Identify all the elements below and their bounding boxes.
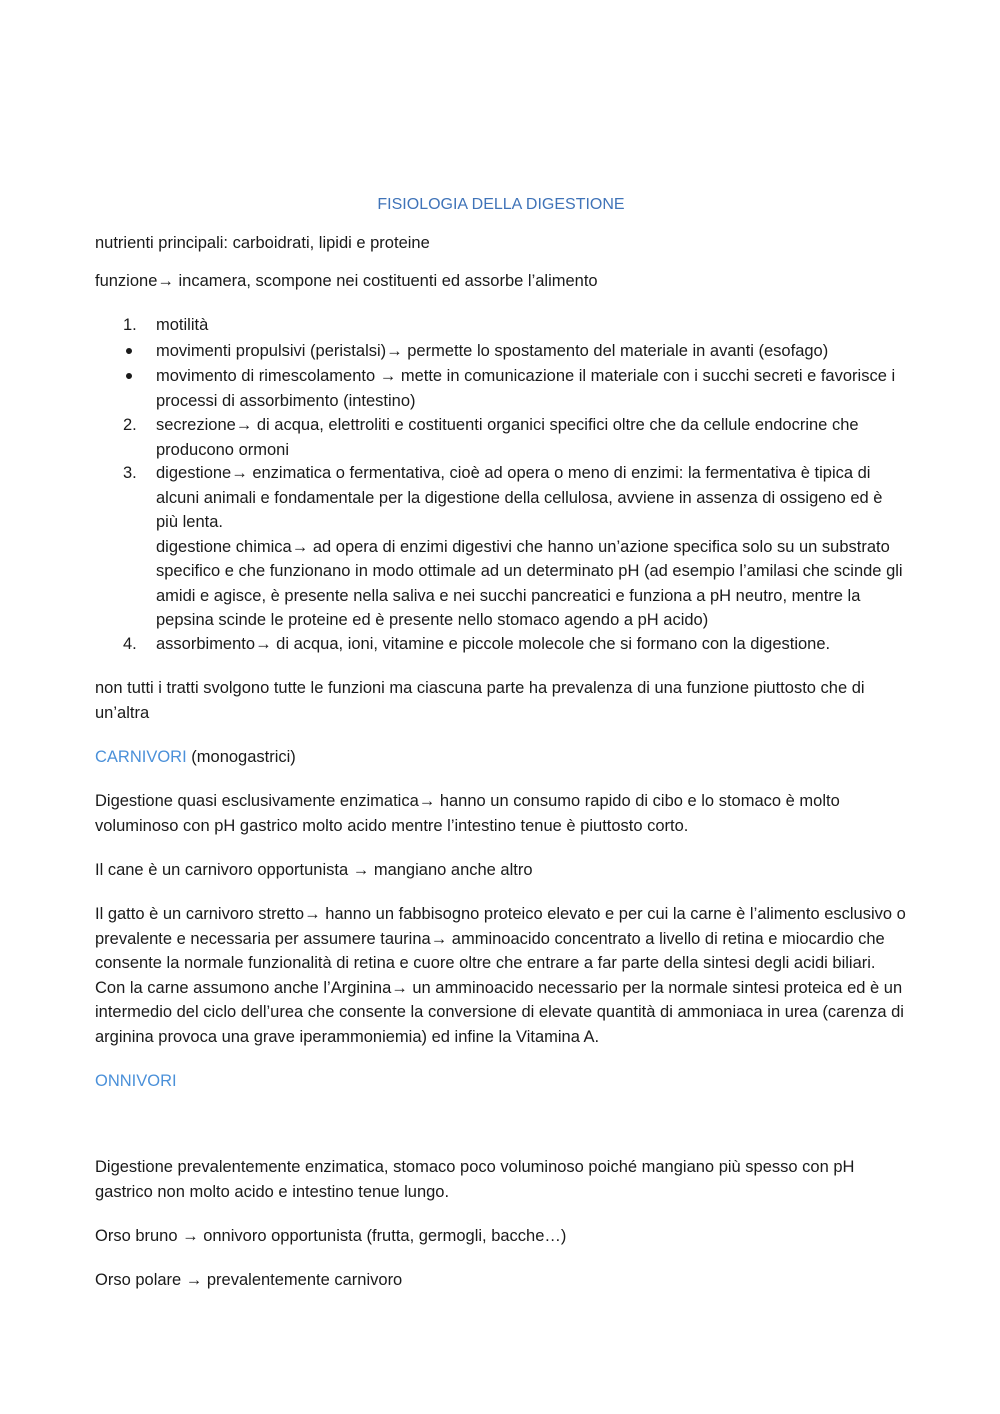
arrow-icon: → — [304, 905, 321, 923]
list-number: 2. — [123, 416, 137, 434]
arrow-icon: → — [157, 272, 174, 290]
arrow-icon: → — [235, 416, 253, 434]
list-item-text: assorbimento→ di acqua, ioni, vitamine e piccole molecole che si formano con la digestione. — [156, 635, 831, 653]
carnivori-paragraph-2: Il cane è un carnivoro opportunista → mangiano anche altro — [95, 861, 533, 879]
section-heading: CARNIVORI — [95, 748, 187, 766]
onnivori-paragraph-2: Orso bruno → onnivoro opportunista (frutta, germogli, bacche…) — [95, 1227, 567, 1245]
nutrients-line: nutrienti principali: carboidrati, lipidi e proteine — [95, 234, 430, 252]
onnivori-paragraph-3: Orso polare → prevalentemente carnivoro — [95, 1271, 403, 1289]
onnivori-heading — [95, 1069, 907, 1094]
list-item-text: secrezione→ di acqua, elettroliti e costituenti organici specifici oltre che da cellule endocrine che producono ormoni — [156, 416, 859, 459]
carnivori-paragraph-3: Il gatto è un carnivoro stretto→ hanno un fabbisogno proteico elevato e per cui la carne è l’alimento esclusivo o prevalente e necessaria per assumere taurina→ amminoacido concentrato a livello di retina e miocardio che consente la normale funzionalità di retina e cuore oltre che entrare a far parte della sintesi degli acidi biliari. Con la carne assumono anche l’Arginina→ un amminoacido necessario per la normale sintesi proteica ed è un intermedio del ciclo dell’urea che consente la conversione di elevate quantità di ammoniaca in urea (carenza di arginina provoca una grave iperammoniemia) ed infine la Vitamina A. — [95, 905, 906, 1046]
note-paragraph: non tutti i tratti svolgono tutte le funzioni ma ciascuna parte ha prevalenza di una funzione piuttosto che di un’altra — [95, 679, 865, 722]
arrow-icon: → — [379, 367, 397, 385]
arrow-icon: → — [291, 537, 309, 556]
function-line — [95, 269, 907, 294]
arrow-icon: → — [352, 861, 370, 879]
carnivori-paragraph-1: Digestione quasi esclusivamente enzimatica→ hanno un consumo rapido di cibo e lo stomaco è molto voluminoso con pH gastrico molto acido mentre l’intestino tenue è piuttosto corto. — [95, 792, 840, 835]
carnivori-heading: CARNIVORI (monogastrici) — [95, 748, 296, 766]
function-text: incamera, scompone nei costituenti ed assorbe l’alimento — [173, 272, 598, 290]
arrow-icon: → — [182, 1227, 199, 1245]
arrow-icon: → — [430, 929, 448, 948]
arrow-icon: → — [185, 1271, 203, 1289]
arrow-icon: → — [255, 635, 272, 653]
arrow-icon: → — [418, 792, 436, 810]
arrow-icon: → — [231, 464, 248, 482]
function-label: funzione — [95, 272, 158, 290]
list-number: 3. — [123, 464, 137, 482]
document-title: FISIOLOGIA DELLA DIGESTIONE — [377, 196, 625, 213]
list-item-text: movimenti propulsivi (peristalsi)→ permette lo spostamento del materiale in avanti (esofago) — [156, 342, 829, 360]
arrow-icon: → — [391, 978, 408, 997]
list-item-text: movimento di rimescolamento → mette in comunicazione il materiale con i succhi secreti e favorisce i processi di assorbimento (intestino) — [156, 367, 896, 410]
onnivori-paragraph-1: Digestione prevalentemente enzimatica, stomaco poco voluminoso poiché mangiano più spesso con pH gastrico non molto acido e intestino tenue lungo. — [95, 1158, 855, 1201]
list-number: 1. — [123, 316, 137, 334]
list-item-text: digestione→ enzimatica o fermentativa, cioè ad opera o meno di enzimi: la fermentativa è tipica di alcuni animali e fondamentale per la digestione della cellulosa, avviene in assenza di ossigeno ed è più lenta. digestione chimica→ ad opera di enzimi digestivi che hanno un’azione specifica solo su un substrato specifico e che funzionano in modo ottimale ad un determinato pH (ad esempio l’amilasi che scinde gli amidi e agisce, è presente nella saliva e nei succhi pancreatici e funziona a pH neutro, mentre la pepsina scinde le proteine ed è presente nello stomaco agendo a pH acido) — [156, 464, 903, 629]
bullet-icon — [126, 373, 132, 379]
bullet-icon — [126, 348, 132, 354]
list-number: 4. — [123, 635, 137, 653]
arrow-icon: → — [386, 342, 403, 360]
list-item-text: motilità — [156, 316, 209, 334]
section-heading: ONNIVORI — [95, 1072, 177, 1090]
